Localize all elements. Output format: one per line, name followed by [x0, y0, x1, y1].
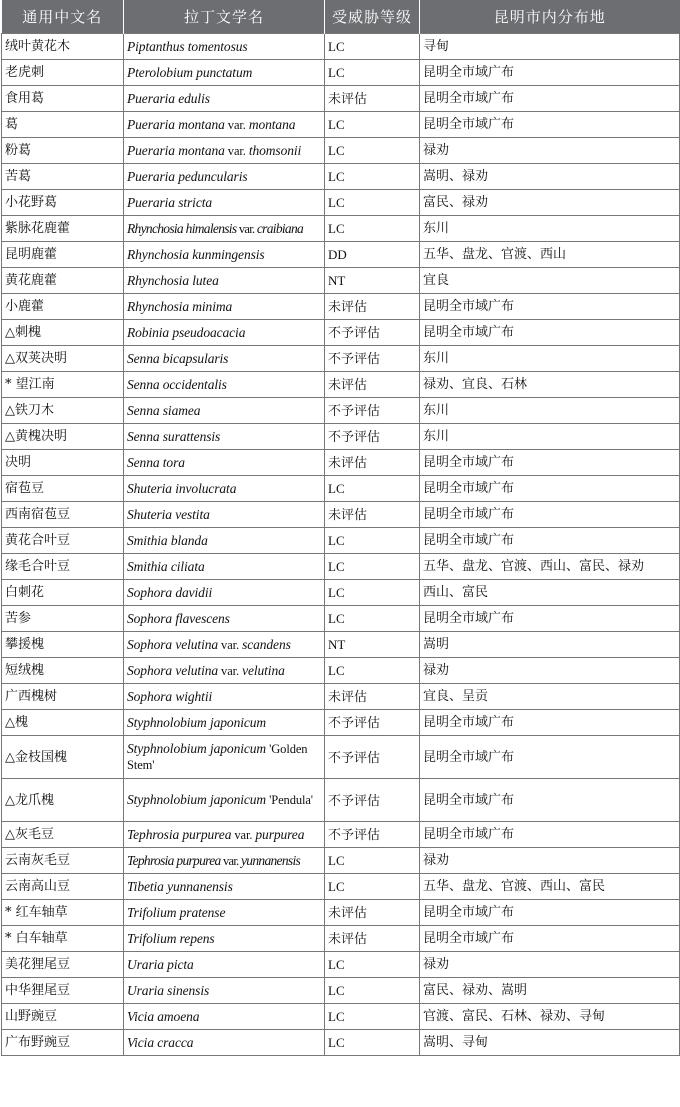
latin-name-cell: [124, 978, 325, 1004]
latin-name-cell: [124, 138, 325, 164]
latin-name-qualifier: var.: [236, 221, 257, 236]
latin-name-part: Senna surattensis: [127, 429, 221, 444]
distribution-cell: 宜良: [420, 268, 680, 294]
latin-name-part: Senna occidentalis: [127, 377, 227, 392]
latin-name-cell: [124, 554, 325, 580]
distribution-cell: 五华、盘龙、官渡、西山: [420, 242, 680, 268]
distribution-cell: 昆明全市域广布: [420, 528, 680, 554]
chinese-name-cell: 中华狸尾豆: [2, 978, 124, 1004]
table-row: [2, 424, 680, 450]
chinese-name-cell: 绒叶黄花木: [2, 34, 124, 60]
chinese-name-cell: 广布野豌豆: [2, 1030, 124, 1056]
latin-name-cell: [124, 1004, 325, 1030]
threat-level-cell: 未评估: [325, 450, 420, 476]
chinese-name-cell: 缘毛合叶豆: [2, 554, 124, 580]
latin-name-qualifier: var.: [218, 637, 243, 652]
table-row: [2, 268, 680, 294]
distribution-cell: 官渡、富民、石林、禄劝、寻甸: [420, 1004, 680, 1030]
table-row: [2, 138, 680, 164]
latin-name-cell: [124, 372, 325, 398]
latin-name-cell: [124, 190, 325, 216]
latin-name-cell: [124, 580, 325, 606]
distribution-cell: 昆明全市域广布: [420, 450, 680, 476]
latin-name-cell: [124, 164, 325, 190]
latin-name-cell: [124, 346, 325, 372]
table-row: [2, 502, 680, 528]
threat-level-cell: LC: [325, 164, 420, 190]
chinese-name-cell: 宿苞豆: [2, 476, 124, 502]
table-row: [2, 372, 680, 398]
latin-name-part: Pterolobium punctatum: [127, 65, 253, 80]
latin-name-part: Pueraria montana: [127, 142, 225, 158]
latin-name-cell: [124, 632, 325, 658]
threat-level-cell: NT: [325, 632, 420, 658]
chinese-name-cell: △槐: [2, 710, 124, 736]
latin-name-qualifier: 'Pendula': [266, 793, 313, 807]
distribution-cell: 禄劝、宜良、石林: [420, 372, 680, 398]
latin-name-part: Pueraria peduncularis: [127, 169, 248, 184]
latin-name-cell: [124, 294, 325, 320]
threat-level-cell: LC: [325, 1030, 420, 1056]
threat-level-cell: LC: [325, 216, 420, 242]
distribution-cell: 昆明全市域广布: [420, 606, 680, 632]
latin-name-cell: [124, 848, 325, 874]
distribution-cell: 五华、盘龙、官渡、西山、富民: [420, 874, 680, 900]
table-row: [2, 632, 680, 658]
distribution-cell: 昆明全市域广布: [420, 926, 680, 952]
table-row: [2, 86, 680, 112]
chinese-name-cell: 攀援槐: [2, 632, 124, 658]
chinese-name-cell: 粉葛: [2, 138, 124, 164]
latin-name-part: Senna siamea: [127, 403, 201, 418]
distribution-cell: 禄劝: [420, 138, 680, 164]
threat-level-cell: 不予评估: [325, 398, 420, 424]
latin-name-part: Pueraria montana: [127, 116, 225, 132]
distribution-cell: 禄劝: [420, 848, 680, 874]
latin-name-part: Uraria picta: [127, 957, 194, 972]
table-row: [2, 34, 680, 60]
threat-level-cell: LC: [325, 112, 420, 138]
latin-name-part: Smithia ciliata: [127, 559, 205, 574]
latin-name-part: Trifolium repens: [127, 931, 215, 946]
latin-name-part: Pueraria edulis: [127, 91, 210, 106]
latin-name-part: Tibetia yunnanensis: [127, 879, 233, 894]
threat-level-cell: 未评估: [325, 294, 420, 320]
distribution-cell: 昆明全市域广布: [420, 710, 680, 736]
chinese-name-cell: * 白车轴草: [2, 926, 124, 952]
latin-name-part: Sophora davidii: [127, 585, 213, 600]
chinese-name-cell: △金枝国槐: [2, 736, 124, 779]
chinese-name-cell: 苦葛: [2, 164, 124, 190]
distribution-cell: 昆明全市域广布: [420, 502, 680, 528]
latin-name-part: Piptanthus tomentosus: [127, 39, 248, 54]
table-row: [2, 164, 680, 190]
chinese-name-cell: 小鹿藿: [2, 294, 124, 320]
chinese-name-cell: 美花狸尾豆: [2, 952, 124, 978]
latin-name-cell: [124, 424, 325, 450]
chinese-name-cell: 云南高山豆: [2, 874, 124, 900]
latin-name-part: montana: [248, 116, 296, 132]
threat-level-cell: LC: [325, 658, 420, 684]
table-row: [2, 60, 680, 86]
table-row: [2, 216, 680, 242]
threat-level-cell: 不予评估: [325, 320, 420, 346]
latin-name-cell: [124, 34, 325, 60]
latin-name-part: scandens: [242, 636, 291, 652]
latin-name-cell: [124, 502, 325, 528]
table-row: [2, 926, 680, 952]
table-row: [2, 190, 680, 216]
chinese-name-cell: 葛: [2, 112, 124, 138]
threat-level-cell: DD: [325, 242, 420, 268]
distribution-cell: 富民、禄劝: [420, 190, 680, 216]
threat-level-cell: LC: [325, 60, 420, 86]
table-row: [2, 822, 680, 848]
latin-name-part: velutina: [242, 662, 285, 678]
latin-name-cell: [124, 684, 325, 710]
distribution-cell: 嵩明、禄劝: [420, 164, 680, 190]
threat-level-cell: LC: [325, 874, 420, 900]
distribution-cell: 昆明全市域广布: [420, 779, 680, 822]
latin-name-cell: [124, 528, 325, 554]
latin-name-cell: [124, 606, 325, 632]
chinese-name-cell: 小花野葛: [2, 190, 124, 216]
species-table: [1, 0, 680, 1056]
chinese-name-cell: △黄槐决明: [2, 424, 124, 450]
table-row: [2, 450, 680, 476]
latin-name-part: Senna tora: [127, 455, 185, 470]
distribution-cell: 昆明全市域广布: [420, 736, 680, 779]
latin-name-cell: [124, 476, 325, 502]
threat-level-cell: 不予评估: [325, 346, 420, 372]
latin-name-cell: [124, 779, 325, 822]
latin-name-part: Senna bicapsularis: [127, 351, 229, 366]
latin-name-part: Vicia amoena: [127, 1009, 200, 1024]
chinese-name-cell: △龙爪槐: [2, 779, 124, 822]
distribution-cell: 东川: [420, 216, 680, 242]
threat-level-cell: LC: [325, 580, 420, 606]
latin-name-cell: [124, 398, 325, 424]
latin-name-cell: [124, 736, 325, 779]
distribution-cell: 东川: [420, 424, 680, 450]
latin-name-part: Uraria sinensis: [127, 983, 210, 998]
table-row: [2, 554, 680, 580]
chinese-name-cell: △双荚决明: [2, 346, 124, 372]
distribution-cell: 昆明全市域广布: [420, 320, 680, 346]
distribution-cell: 禄劝: [420, 952, 680, 978]
latin-name-part: yunnanensis: [241, 852, 301, 868]
distribution-cell: 昆明全市域广布: [420, 822, 680, 848]
latin-name-cell: [124, 1030, 325, 1056]
distribution-cell: 昆明全市域广布: [420, 86, 680, 112]
header-distribution: 昆明市内分布地: [420, 0, 680, 34]
threat-level-cell: LC: [325, 1004, 420, 1030]
latin-name-part: Styphnolobium japonicum: [127, 715, 267, 730]
latin-name-part: Vicia cracca: [127, 1035, 194, 1050]
threat-level-cell: 不予评估: [325, 736, 420, 779]
distribution-cell: 禄劝: [420, 658, 680, 684]
distribution-cell: 嵩明、寻甸: [420, 1030, 680, 1056]
threat-level-cell: LC: [325, 138, 420, 164]
table-row: [2, 779, 680, 822]
table-row: [2, 294, 680, 320]
table-row: [2, 112, 680, 138]
threat-level-cell: LC: [325, 476, 420, 502]
threat-level-cell: 未评估: [325, 86, 420, 112]
chinese-name-cell: △刺槐: [2, 320, 124, 346]
table-row: [2, 528, 680, 554]
latin-name-qualifier: var.: [224, 117, 249, 132]
chinese-name-cell: 广西槐树: [2, 684, 124, 710]
table-row: [2, 1004, 680, 1030]
latin-name-cell: [124, 450, 325, 476]
latin-name-cell: [124, 952, 325, 978]
latin-name-cell: [124, 86, 325, 112]
chinese-name-cell: 黄花合叶豆: [2, 528, 124, 554]
chinese-name-cell: * 红车轴草: [2, 900, 124, 926]
chinese-name-cell: 食用葛: [2, 86, 124, 112]
latin-name-qualifier: var.: [220, 853, 241, 868]
table-row: [2, 580, 680, 606]
chinese-name-cell: 西南宿苞豆: [2, 502, 124, 528]
chinese-name-cell: 白刺花: [2, 580, 124, 606]
latin-name-qualifier: var.: [224, 143, 249, 158]
threat-level-cell: LC: [325, 848, 420, 874]
latin-name-cell: [124, 874, 325, 900]
latin-name-cell: [124, 216, 325, 242]
threat-level-cell: 未评估: [325, 926, 420, 952]
distribution-cell: 富民、禄劝、嵩明: [420, 978, 680, 1004]
latin-name-cell: [124, 242, 325, 268]
latin-name-cell: [124, 710, 325, 736]
chinese-name-cell: △灰毛豆: [2, 822, 124, 848]
distribution-cell: 昆明全市域广布: [420, 900, 680, 926]
latin-name-cell: [124, 658, 325, 684]
latin-name-qualifier: var.: [231, 827, 256, 842]
chinese-name-cell: 苦参: [2, 606, 124, 632]
latin-name-part: Styphnolobium japonicum: [127, 741, 267, 756]
distribution-cell: 西山、富民: [420, 580, 680, 606]
threat-level-cell: LC: [325, 34, 420, 60]
latin-name-part: Sophora wightii: [127, 689, 213, 704]
distribution-cell: 昆明全市域广布: [420, 476, 680, 502]
latin-name-part: Sophora velutina: [127, 662, 219, 678]
table-row: [2, 848, 680, 874]
chinese-name-cell: 昆明鹿藿: [2, 242, 124, 268]
table-body: [2, 34, 680, 1056]
threat-level-cell: LC: [325, 528, 420, 554]
distribution-cell: 东川: [420, 398, 680, 424]
latin-name-cell: [124, 320, 325, 346]
latin-name-part: Shuteria vestita: [127, 507, 210, 522]
distribution-cell: 昆明全市域广布: [420, 294, 680, 320]
table-row: [2, 476, 680, 502]
threat-level-cell: 不予评估: [325, 779, 420, 822]
latin-name-part: Sophora velutina: [127, 636, 219, 652]
table-row: [2, 658, 680, 684]
distribution-cell: 宜良、呈贡: [420, 684, 680, 710]
latin-name-part: Smithia blanda: [127, 533, 208, 548]
latin-name-part: Rhynchosia kunmingensis: [127, 247, 265, 262]
table-row: [2, 874, 680, 900]
threat-level-cell: 不予评估: [325, 424, 420, 450]
threat-level-cell: 未评估: [325, 372, 420, 398]
distribution-cell: 昆明全市域广布: [420, 60, 680, 86]
distribution-cell: 昆明全市域广布: [420, 112, 680, 138]
header-chinese-name: 通用中文名: [2, 0, 124, 34]
chinese-name-cell: 决明: [2, 450, 124, 476]
threat-level-cell: 未评估: [325, 900, 420, 926]
distribution-cell: 五华、盘龙、官渡、西山、富民、禄劝: [420, 554, 680, 580]
table-row: [2, 978, 680, 1004]
latin-name-part: Robinia pseudoacacia: [127, 325, 246, 340]
latin-name-qualifier: 'Golden Stem': [127, 742, 308, 772]
latin-name-cell: [124, 822, 325, 848]
latin-name-part: Rhynchosia minima: [127, 299, 233, 314]
chinese-name-cell: △铁刀木: [2, 398, 124, 424]
latin-name-part: Pueraria stricta: [127, 195, 213, 210]
chinese-name-cell: 云南灰毛豆: [2, 848, 124, 874]
table-row: [2, 320, 680, 346]
threat-level-cell: LC: [325, 554, 420, 580]
table-row: [2, 684, 680, 710]
table-row: [2, 606, 680, 632]
latin-name-part: Styphnolobium japonicum: [127, 792, 267, 807]
header-latin-name: 拉丁文学名: [124, 0, 325, 34]
threat-level-cell: 不予评估: [325, 822, 420, 848]
latin-name-cell: [124, 112, 325, 138]
latin-name-cell: [124, 60, 325, 86]
latin-name-part: Rhynchosia lutea: [127, 273, 219, 288]
latin-name-part: Tephrosia purpurea: [127, 852, 221, 868]
latin-name-part: Trifolium pratense: [127, 905, 226, 920]
latin-name-cell: [124, 926, 325, 952]
latin-name-part: Rhynchosia himalensis: [127, 220, 237, 236]
latin-name-part: craibiana: [256, 220, 304, 236]
threat-level-cell: LC: [325, 606, 420, 632]
threat-level-cell: 不予评估: [325, 710, 420, 736]
latin-name-part: Shuteria involucrata: [127, 481, 237, 496]
latin-name-part: thomsonii: [248, 142, 302, 158]
chinese-name-cell: * 望江南: [2, 372, 124, 398]
table-row: [2, 242, 680, 268]
distribution-cell: 嵩明: [420, 632, 680, 658]
threat-level-cell: 未评估: [325, 502, 420, 528]
chinese-name-cell: 山野豌豆: [2, 1004, 124, 1030]
distribution-cell: 东川: [420, 346, 680, 372]
table-row: [2, 710, 680, 736]
chinese-name-cell: 紫脉花鹿藿: [2, 216, 124, 242]
latin-name-qualifier: var.: [218, 663, 243, 678]
latin-name-part: purpurea: [255, 826, 305, 842]
chinese-name-cell: 黄花鹿藿: [2, 268, 124, 294]
threat-level-cell: LC: [325, 952, 420, 978]
latin-name-cell: [124, 268, 325, 294]
table-row: [2, 346, 680, 372]
threat-level-cell: 未评估: [325, 684, 420, 710]
distribution-cell: 寻甸: [420, 34, 680, 60]
header-row: [2, 0, 680, 34]
threat-level-cell: LC: [325, 978, 420, 1004]
chinese-name-cell: 老虎刺: [2, 60, 124, 86]
threat-level-cell: NT: [325, 268, 420, 294]
latin-name-part: Sophora flavescens: [127, 611, 230, 626]
chinese-name-cell: 短绒槐: [2, 658, 124, 684]
header-threat-level: 受威胁等级: [325, 0, 420, 34]
table-row: [2, 952, 680, 978]
latin-name-cell: [124, 900, 325, 926]
threat-level-cell: LC: [325, 190, 420, 216]
table-row: [2, 1030, 680, 1056]
table-row: [2, 398, 680, 424]
latin-name-part: Tephrosia purpurea: [127, 826, 232, 842]
table-row: [2, 900, 680, 926]
table-row: [2, 736, 680, 779]
